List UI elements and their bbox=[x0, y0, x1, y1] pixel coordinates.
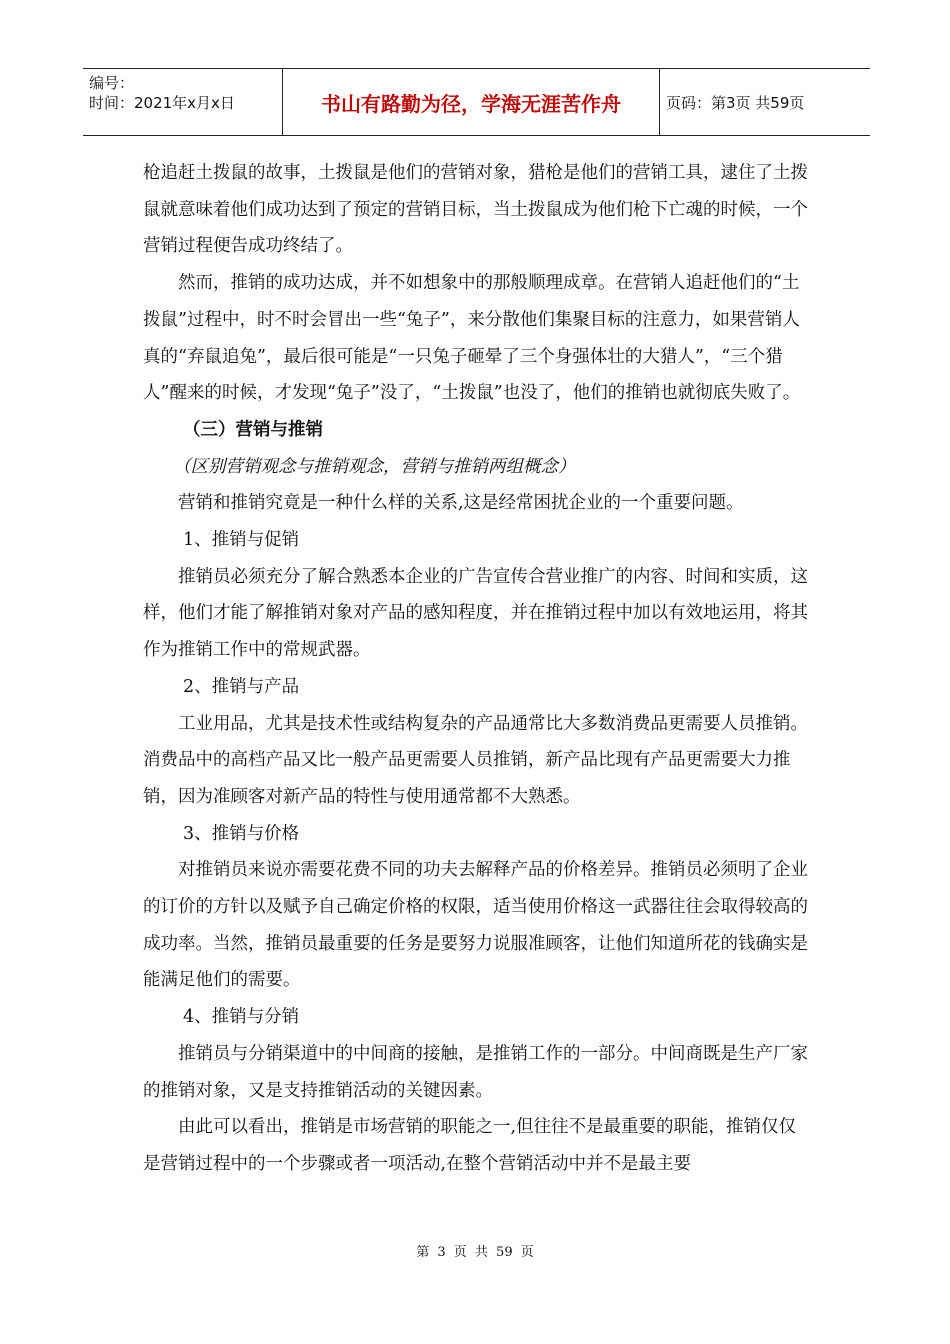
body-paragraph: 然而，推销的成功达成，并不如想象中的那般顺理成章。在营销人追赶他们的“土拨鼠”过程中，时不时会冒出一些“兔子”，来分散他们集聚目标的注意力，如果营销人真的“弃鼠追兔”，最后很可能是“一只兔子砸晕了三个身强体壮的大猎人”，“三个猎人”醒来的时候，才发现“兔子”没了，“土拨鼠”也没了，他们的推销也就彻底失败了。 bbox=[143, 273, 801, 404]
body-paragraph: 推销员必须充分了解合熟悉本企业的广告宣传合营业推广的内容、时间和实质，这样，他们才能了解推销对象对产品的感知程度，并在推销过程中加以有效地运用，将其作为推销工作中的常规武器。 bbox=[143, 566, 808, 661]
subsection-heading: 1、推销与促销 bbox=[183, 530, 300, 551]
header-motto: 书山有路勤为径，学海无涯苦作舟 bbox=[283, 69, 660, 135]
document-body bbox=[143, 155, 808, 1183]
subsection-heading: 2、推销与产品 bbox=[183, 676, 300, 697]
body-paragraph: 枪追赶土拨鼠的故事，土拨鼠是他们的营销对象，猎枪是他们的营销工具，逮住了土拨鼠就意味着他们成功达到了预定的营销目标，当土拨鼠成为他们枪下亡魂的时候，一个营销过程便告成功终结了。 bbox=[143, 163, 808, 257]
body-paragraph: 由此可以看出，推销是市场营销的职能之一,但往往不是最重要的职能，推销仅仅是营销过程中的一个步骤或者一项活动,在整个营销活动中并不是最主要 bbox=[143, 1117, 797, 1174]
page-footer: 第 3 页 共 59 页 bbox=[416, 1245, 534, 1260]
section-heading: （三）营销与推销 bbox=[183, 419, 323, 440]
document-number-label: 编号： bbox=[89, 74, 135, 92]
body-paragraph: 工业用品，尤其是技术性或结构复杂的产品通常比大多数消费品更需要人员推销。消费品中的高档产品又比一般产品更需要人员推销，新产品比现有产品更需要大力推销，因为准顾客对新产品的特性与使用通常都不大熟悉。 bbox=[143, 713, 808, 807]
section-note: （区别营销观念与推销观念，营销与推销两组概念） bbox=[173, 456, 576, 477]
body-paragraph: 对推销员来说亦需要花费不同的功夫去解释产品的价格差异。推销员必须明了企业的订价的方针以及赋予自己确定价格的权限，适当使用价格这一武器往往会取得较高的成功率。当然，推销员最重要的任务是要努力说服准顾客，让他们知道所花的钱确实是能满足他们的需要。 bbox=[143, 860, 808, 991]
subsection-heading: 3、推销与价格 bbox=[183, 823, 300, 844]
header-meta-cell bbox=[83, 69, 283, 135]
header-page-info: 页码：第3页 共59页 bbox=[666, 93, 805, 112]
document-date-label: 时间：2021年x月x日 bbox=[89, 94, 235, 112]
subsection-heading: 4、推销与分销 bbox=[183, 1007, 300, 1028]
body-paragraph: 营销和推销究竟是一种什么样的关系,这是经常困扰企业的一个重要问题。 bbox=[178, 493, 744, 514]
page-header bbox=[83, 68, 870, 136]
body-paragraph: 推销员与分销渠道中的中间商的接触，是推销工作的一部分。中间商既是生产厂家的推销对象，又是支持推销活动的关键因素。 bbox=[143, 1043, 808, 1101]
